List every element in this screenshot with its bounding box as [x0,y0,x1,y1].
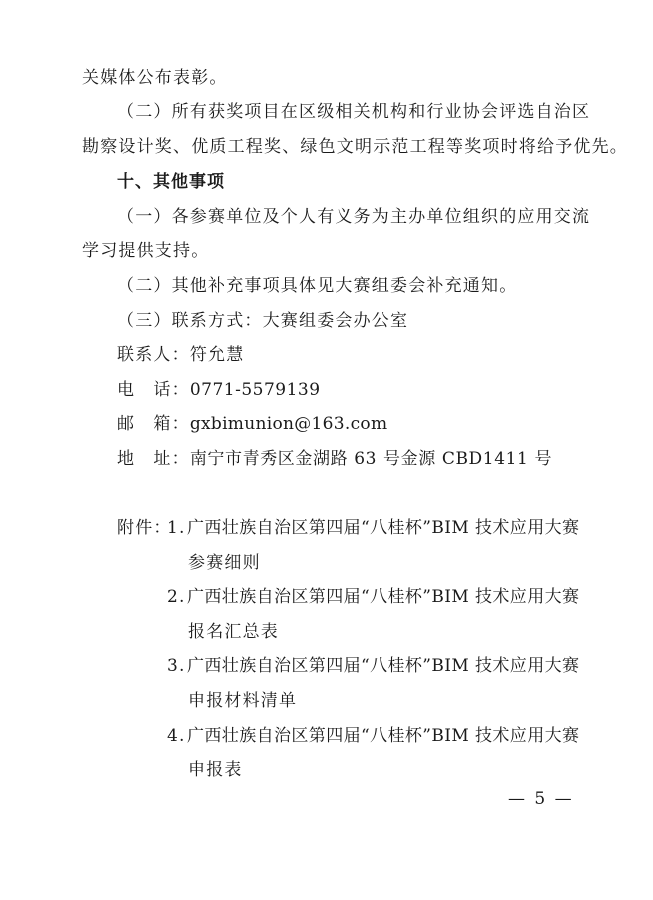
paragraph-5: （三）联系方式：大赛组委会办公室 [117,311,409,331]
attachment-item-2 [167,585,579,609]
section-heading: 十、其他事项 [117,172,225,192]
attachment-title-line-2: 报名汇总表 [188,622,279,642]
attachment-number: 4. [167,726,186,746]
page-number: — 5 — [508,789,574,809]
attachment-title-line-2: 申报材料清单 [188,691,298,711]
attachment-title-line-2: 申报表 [188,760,243,780]
contact-address-row [117,447,552,471]
paragraph-continuation: 关媒体公布表彰。 [82,68,228,88]
attachment-title-line-1: 广西壮族自治区第四届“八桂杯”BIM 技术应用大赛 [187,726,580,746]
attachments-label: 附件： [117,518,172,538]
attachment-title-line-1: 广西壮族自治区第四届“八桂杯”BIM 技术应用大赛 [187,587,580,607]
attachment-title-line-1: 广西壮族自治区第四届“八桂杯”BIM 技术应用大赛 [187,518,580,538]
contact-email-value: gxbimunion@163.com [189,414,388,434]
contact-person-row [117,343,244,367]
contact-person-label: 联系人： [117,345,190,365]
paragraph-4: （二）其他补充事项具体见大赛组委会补充通知。 [117,276,518,296]
attachment-number: 1. [167,518,186,538]
contact-phone-value: 0771-5579139 [189,380,321,400]
paragraph-2-line-1: （二）所有获奖项目在区级相关机构和行业协会评选自治区 [117,102,591,122]
attachment-item-4 [167,724,579,748]
attachment-item-3 [167,654,579,678]
contact-person-value: 符允慧 [189,345,245,365]
contact-email-label: 邮 箱： [117,414,190,434]
paragraph-3-line-1: （一）各参赛单位及个人有义务为主办单位组织的应用交流 [117,207,591,227]
attachment-item-1 [167,516,579,540]
attachment-number: 2. [167,587,186,607]
contact-phone-row [117,378,321,402]
attachment-title-line-1: 广西壮族自治区第四届“八桂杯”BIM 技术应用大赛 [187,656,580,676]
paragraph-2-line-2: 勘察设计奖、优质工程奖、绿色文明示范工程等奖项时将给予优先。 [82,137,628,157]
contact-phone-label: 电 话： [117,380,190,400]
attachment-title-line-2: 参赛细则 [188,553,261,573]
paragraph-3-line-2: 学习提供支持。 [82,241,210,261]
contact-address-label: 地 址： [117,449,190,469]
contact-email-row [117,412,387,436]
contact-address-value: 南宁市青秀区金湖路 63 号金源 CBD1411 号 [189,449,553,469]
attachment-number: 3. [167,656,186,676]
